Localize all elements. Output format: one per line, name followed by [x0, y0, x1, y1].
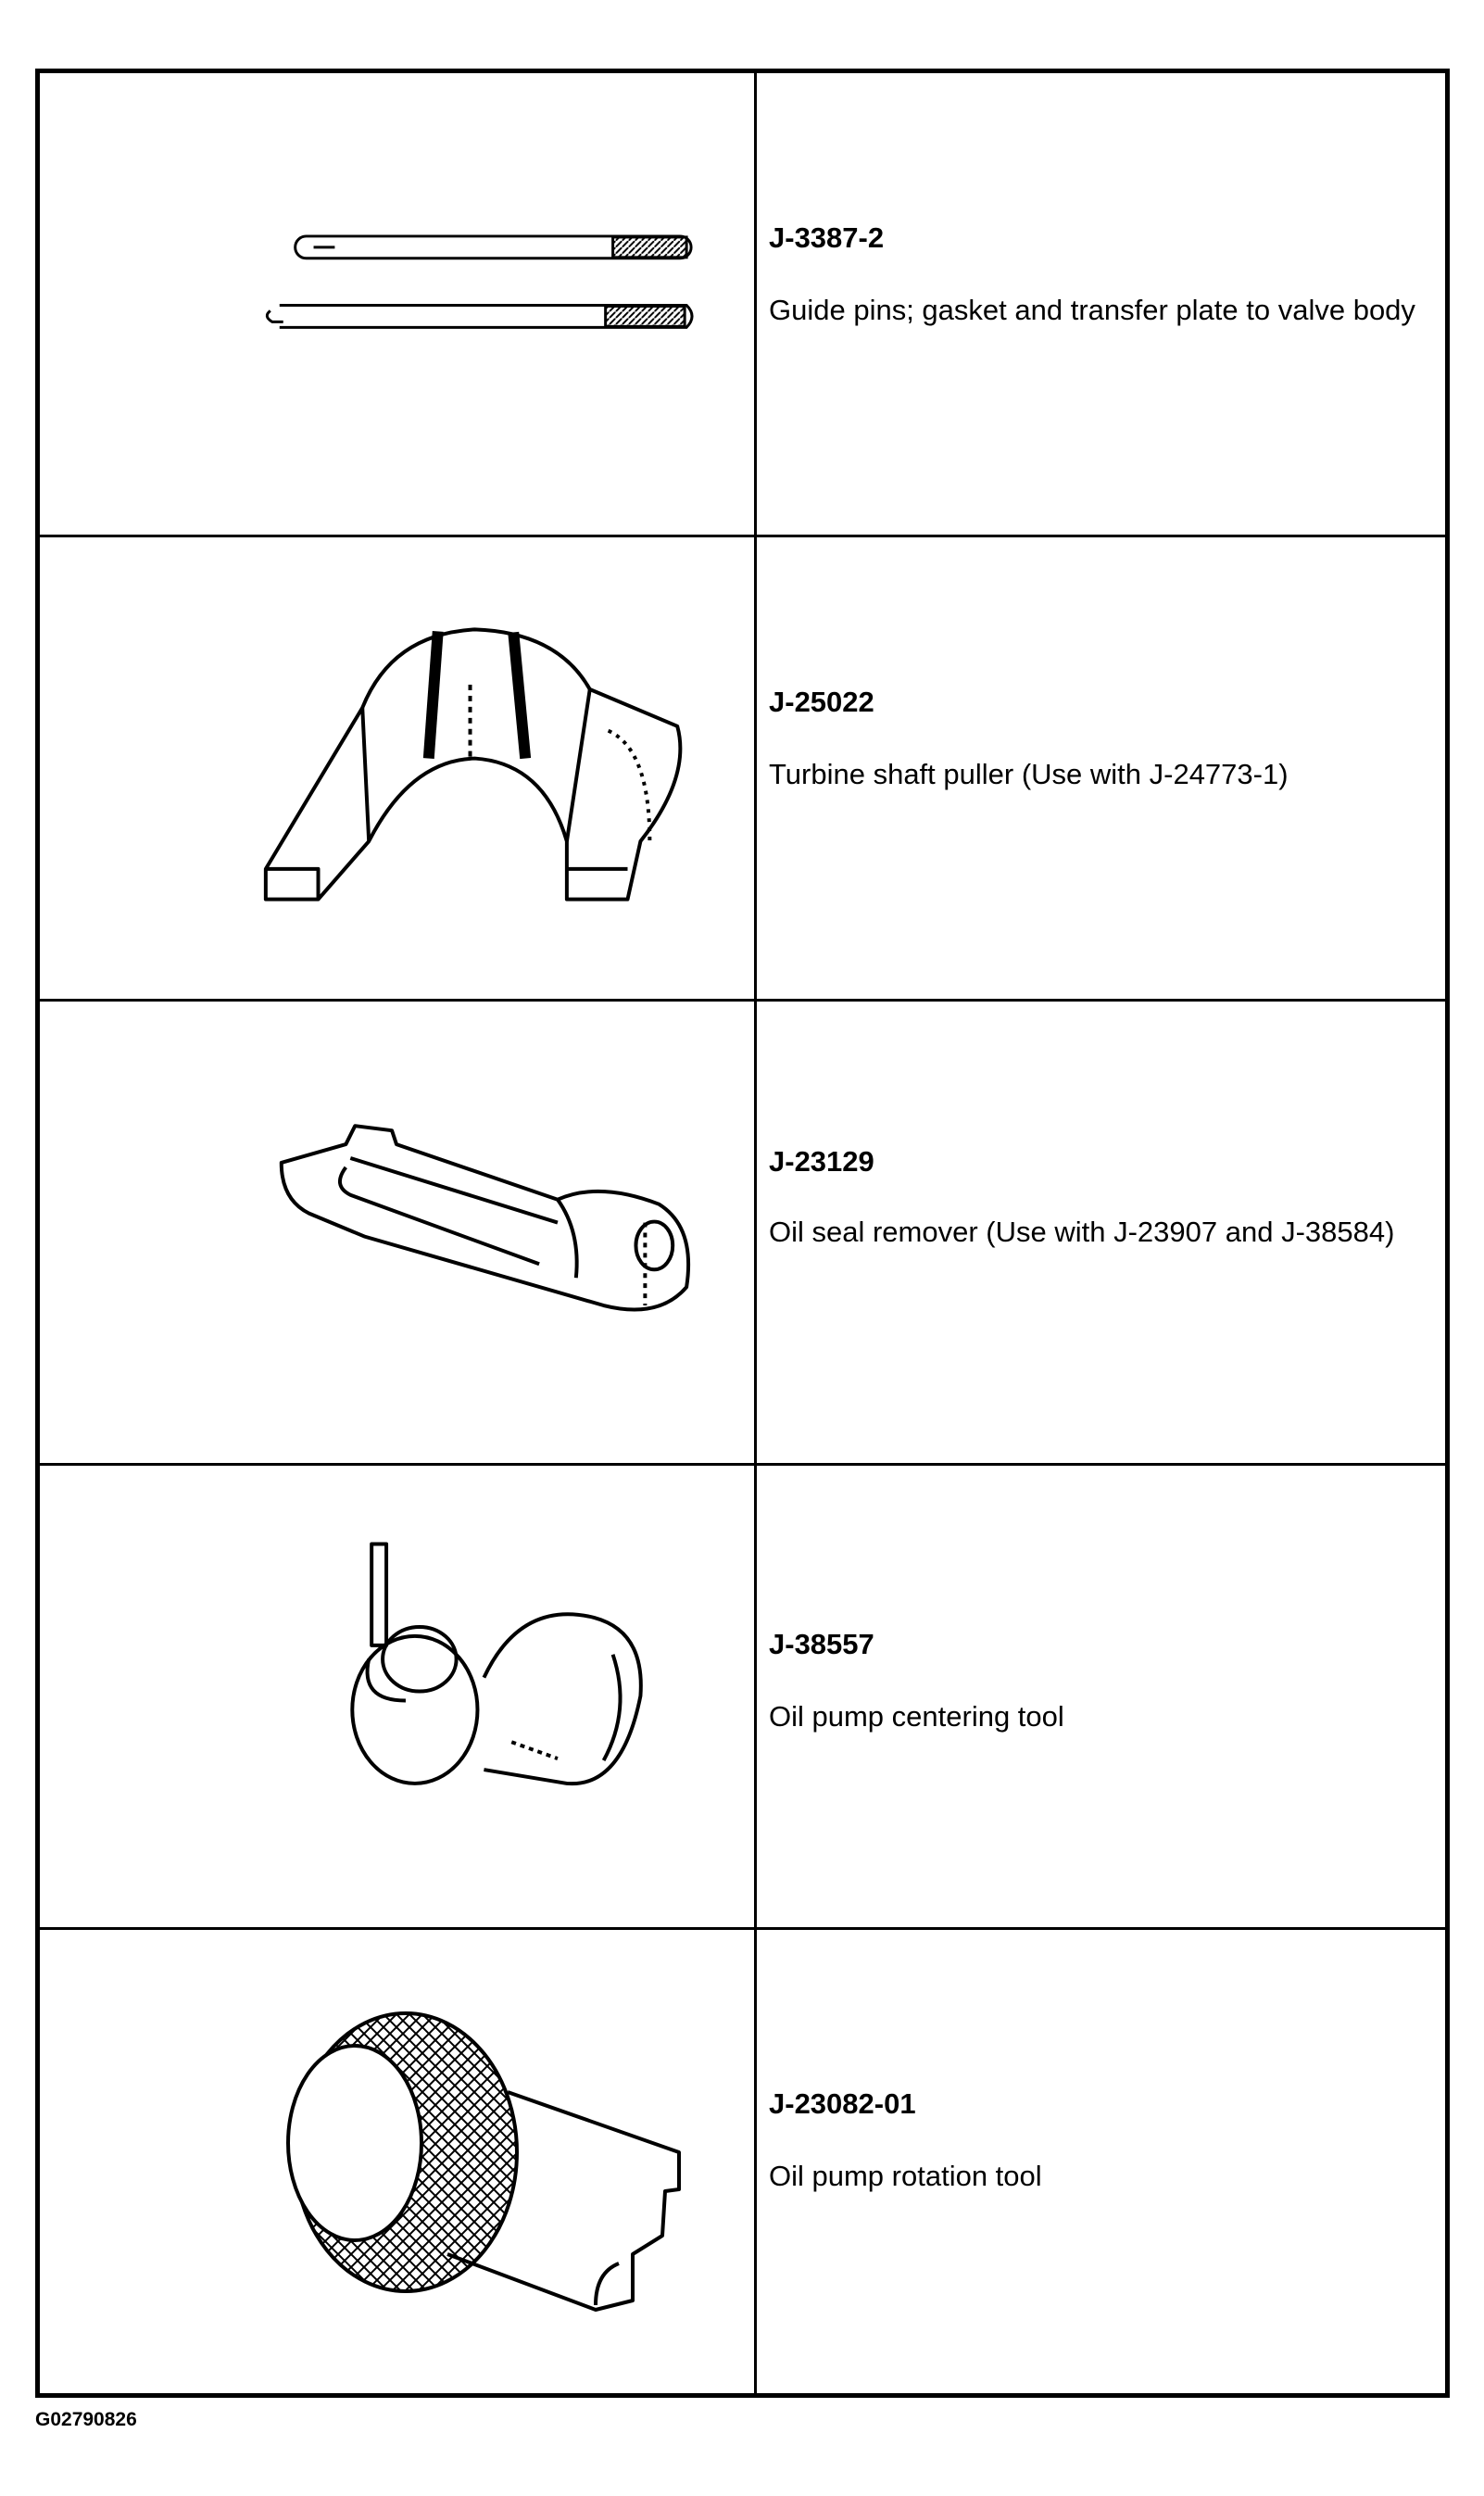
tool-text-cell [757, 1002, 1445, 1463]
tool-row-2 [40, 537, 1445, 1002]
tool-illustration-cell [40, 73, 757, 535]
tool-table [35, 69, 1450, 2398]
tool-illustration-cell [40, 537, 757, 999]
tool-code: J-3387-2 [769, 221, 885, 254]
tool-description: Oil pump centering tool [769, 1700, 1064, 1733]
tool-text-cell [757, 1930, 1445, 2394]
tool-illustration-cell [40, 1002, 757, 1463]
tool-code: J-38557 [769, 1628, 874, 1660]
tool-illustration-cell [40, 1466, 757, 1927]
tool-code: J-25022 [769, 686, 874, 718]
oil-seal-remover-illustration [40, 1002, 754, 1463]
tool-text-cell [757, 537, 1445, 999]
tool-code: J-23082-01 [769, 2087, 916, 2120]
tool-row-3 [40, 1002, 1445, 1466]
tool-text-cell [757, 1466, 1445, 1927]
tool-row-5 [40, 1930, 1445, 2394]
tool-text-cell [757, 73, 1445, 535]
tool-row-4 [40, 1466, 1445, 1930]
turbine-shaft-puller-illustration [40, 537, 754, 999]
figure-id: G02790826 [35, 2409, 137, 2430]
tool-description: Guide pins; gasket and transfer plate to valve body [769, 294, 1415, 326]
guide-pins-illustration [40, 73, 754, 535]
tool-description: Oil pump rotation tool [769, 2160, 1042, 2192]
oil-pump-centering-tool-illustration [40, 1466, 754, 1927]
tool-row-1 [40, 73, 1445, 537]
tool-code: J-23129 [769, 1145, 874, 1178]
oil-pump-rotation-tool-illustration [40, 1930, 754, 2394]
tool-illustration-cell [40, 1930, 757, 2394]
tool-description: Turbine shaft puller (Use with J-24773-1) [769, 758, 1289, 790]
tool-description: Oil seal remover (Use with J-23907 and J-38584) [769, 1216, 1395, 1248]
